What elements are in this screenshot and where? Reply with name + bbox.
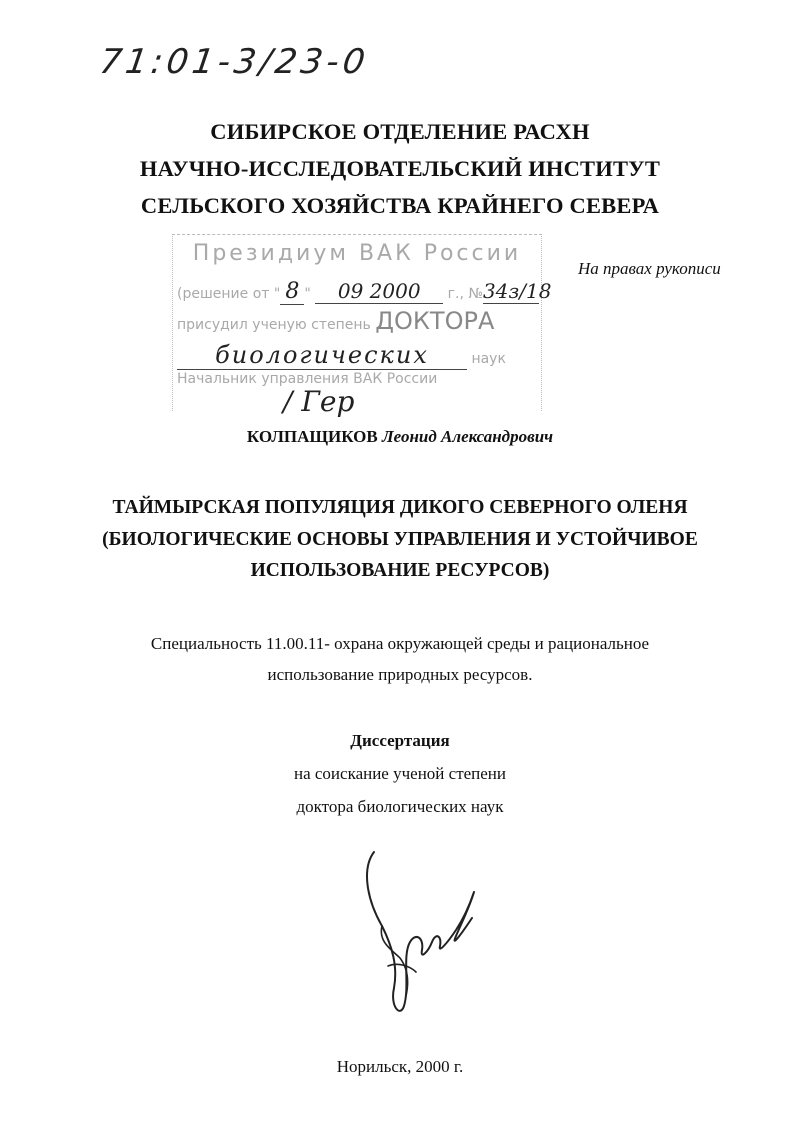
stamp-decision-number: 34з/18 (482, 279, 552, 303)
dissertation-line-2: доктора биологических наук (296, 797, 504, 816)
place-and-year: Норильск, 2000 г. (336, 1057, 464, 1076)
specialty (0, 628, 800, 690)
dissertation-heading: Диссертация (350, 731, 450, 750)
stamp-decision-row (177, 279, 552, 305)
dissertation-line-1: на соискание ученой степени (293, 764, 507, 783)
stamp-signature-row (283, 385, 354, 418)
stamp-degree-row (177, 307, 494, 335)
dissertation-title (0, 492, 800, 587)
stamp-signature: / Гер (283, 385, 355, 418)
title-line-1: ТАЙМЫРСКАЯ ПОПУЛЯЦИЯ ДИКОГО СЕВЕРНОГО ОЛЕНЯ (112, 497, 688, 518)
stamp-title: Президиум ВАК России (192, 241, 522, 266)
organization-header (0, 113, 800, 224)
stamp-decision-prefix: (решение от " (177, 286, 281, 302)
specialty-line-1: Специальность 11.00.11- охрана окружающей среды и рациональное (150, 634, 650, 653)
dissertation-info (0, 724, 800, 823)
stamp-degree: ДОКТОРА (375, 307, 495, 335)
stamp-decision-mid: " (304, 286, 311, 302)
org-line-3: СЕЛЬСКОГО ХОЗЯЙСТВА КРАЙНЕГО СЕВЕРА (140, 193, 660, 218)
stamp-degree-prefix: присудил ученую степень (177, 317, 371, 333)
specialty-line-2: использование природных ресурсов. (267, 665, 533, 684)
handwritten-signature (352, 846, 492, 1026)
author (0, 427, 800, 447)
title-line-3: ИСПОЛЬЗОВАНИЕ РЕСУРСОВ) (250, 560, 550, 581)
stamp-sciences-row (177, 341, 506, 370)
stamp-sciences-hand: биологических (177, 341, 467, 370)
manuscript-note: На правах рукописи (578, 259, 721, 278)
stamp-sciences-suffix: наук (471, 351, 506, 367)
org-line-1: СИБИРСКОЕ ОТДЕЛЕНИЕ РАСХН (210, 119, 590, 144)
org-line-2: НАУЧНО-ИССЛЕДОВАТЕЛЬСКИЙ ИНСТИТУТ (139, 156, 661, 181)
author-given-names: Леонид Александрович (381, 427, 554, 446)
stamp-decision-day: 8 (280, 279, 304, 305)
stamp-decision-g: г., № (447, 286, 483, 302)
vak-stamp (172, 234, 552, 418)
author-surname: КОЛПАЩИКОВ (246, 427, 378, 446)
stamp-decision-date: 09 2000 (315, 279, 443, 304)
stamp-head: Начальник управления ВАК России (177, 371, 438, 387)
archive-number: 71:01-3/23-0 (97, 42, 372, 82)
title-line-2: (БИОЛОГИЧЕСКИЕ ОСНОВЫ УПРАВЛЕНИЯ И УСТОЙЧИВОЕ (102, 528, 698, 550)
